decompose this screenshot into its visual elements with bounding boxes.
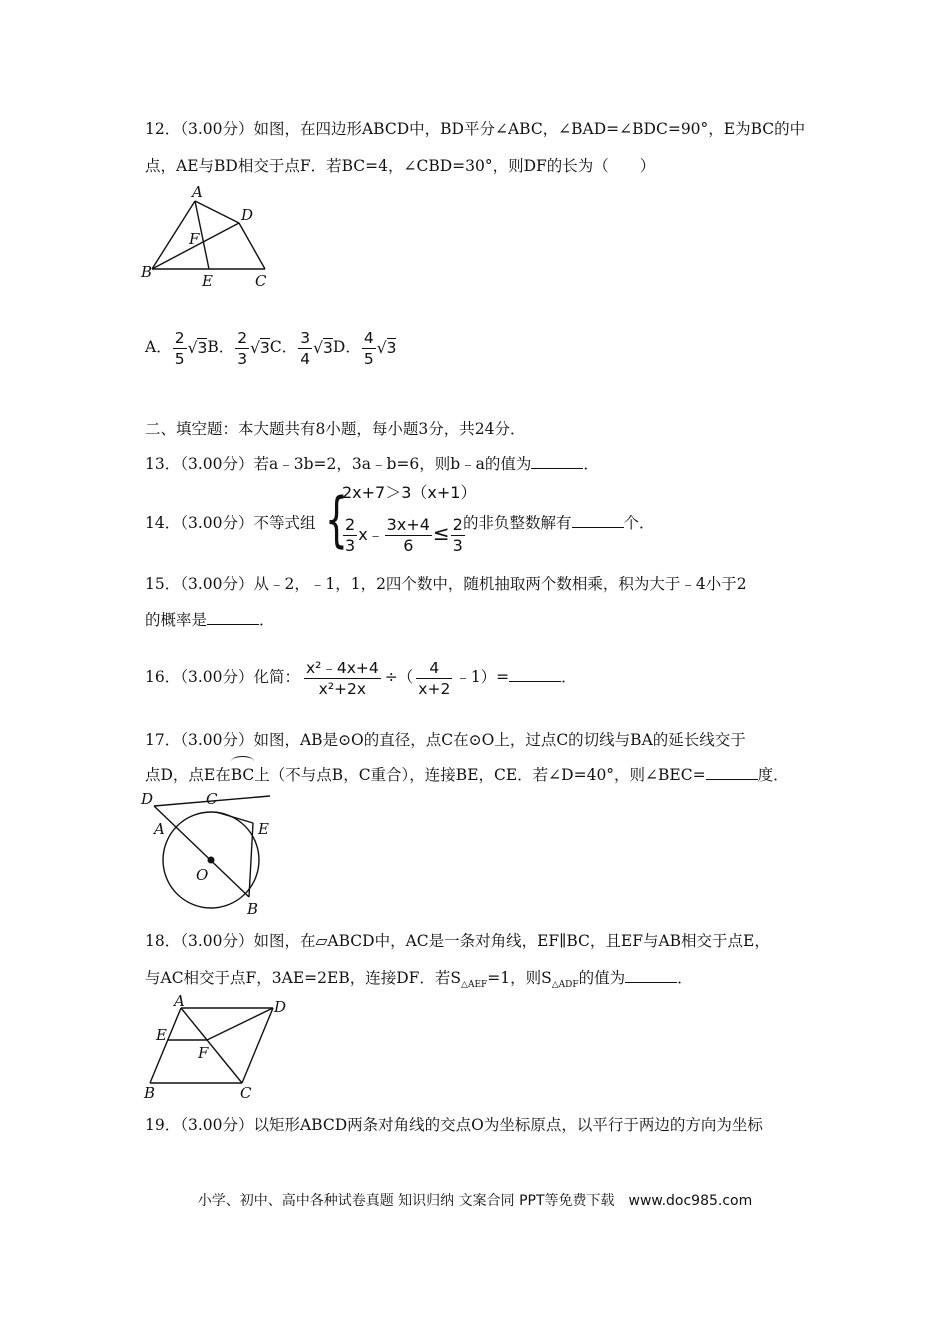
q14-prefix: 14．（3.00分）不等式组 — [145, 514, 316, 532]
q12-label-d: D — [241, 206, 254, 224]
q18-label-f: F — [198, 1044, 209, 1062]
page-footer: 小学、初中、高中各种试卷真题 知识归纳 文案合同 PPT等免费下载 www.doc985.com — [197, 1193, 753, 1209]
q18-line2: 与AC相交于点F，3AE=2EB，连接DF．若$S_{\triangle AEF}=1$，则$S_{\triangle ADF}$的值为 ． — [145, 969, 693, 991]
q12-options — [145, 325, 396, 370]
q18-line1: 18．（3.00分）如图，在▱ABCD中，AC是一条对角线，EF∥BC，且EF与AB相交于点E， — [145, 932, 770, 950]
q14-inequality-2: $\frac{2}{3}$ x﹣ $\frac{3x+4}{6}$ ≤ $\frac{2}{3}$ — [345, 515, 463, 555]
option-c-label: C． — [269, 338, 298, 356]
answer-blank — [531, 454, 583, 469]
option-d-sqrt: √3 — [376, 339, 397, 357]
q17-label-d: D — [141, 790, 154, 808]
option-d-label: D． — [332, 338, 361, 356]
option-c-sqrt: √3 — [313, 339, 333, 357]
q17-line2: 点D，点E在 BC上（不与点B，C重合），连接BE，CE．若∠D=40°，则∠BEC= 度． — [145, 764, 789, 786]
q12-label-c: C — [255, 272, 267, 290]
option-b-fraction: $\frac{2}{3}$ — [237, 328, 248, 368]
q19-line1: 19．（3.00分）以矩形ABCD两条对角线的交点O为坐标原点，以平行于两边的方向为坐标 — [145, 1116, 763, 1134]
q18-label-d: D — [274, 998, 287, 1016]
q12-line1: 12．（3.00分）如图，在四边形ABCD中，BD平分∠ABC，∠BAD=∠BDC=90°，E为BC的中 — [145, 120, 806, 138]
arc-bc: BC — [231, 764, 255, 786]
q17-label-b: B — [247, 900, 259, 918]
q12-label-b: B — [141, 263, 153, 281]
q12-label-e: E — [202, 272, 213, 290]
q12-line2: 点，AE与BD相交于点F．若BC=4，∠CBD=30°，则DF的长为（ ） — [145, 157, 656, 175]
option-d-fraction: $\frac{4}{5}$ — [363, 328, 374, 368]
q17-label-c: C — [206, 790, 218, 808]
answer-blank — [625, 968, 677, 983]
option-a-sqrt: √3 — [187, 339, 208, 357]
q16: 16．（3.00分）化简： $\frac{\text{x²﹣4x+4}}{\text{x²+2x}}$ ÷（ $\frac{4}{x+2}$ ﹣1）= ． — [145, 658, 577, 698]
q17-figure — [138, 790, 278, 918]
q18-label-c: C — [240, 1084, 252, 1100]
q14-inequality-1: 2x+7＞3（x+1） — [342, 483, 477, 502]
q12-label-a: A — [192, 185, 203, 201]
answer-blank — [706, 765, 758, 780]
q17-line1: 17．（3.00分）如图，AB是⊙O的直径，点C在⊙O上，过点C的切线与BA的延长线交于 — [145, 731, 746, 749]
q12-label-f: F — [189, 230, 200, 248]
answer-blank — [572, 513, 624, 528]
option-a-fraction: $\frac{2}{5}$ — [174, 328, 185, 368]
q18-label-e: E — [156, 1026, 167, 1044]
option-b-sqrt: √3 — [250, 339, 270, 357]
answer-blank — [509, 667, 561, 682]
q17-label-e: E — [258, 820, 269, 838]
q14-suffix: 的非负整数解有 个． — [463, 514, 655, 532]
option-a-label: A． — [145, 338, 172, 356]
q15-line1: 15．（3.00分）从﹣2，﹣1，1，2四个数中，随机抽取两个数相乘，积为大于﹣4小于2 — [145, 575, 747, 593]
q17-label-o: O — [196, 866, 209, 884]
q14-brace: { — [325, 485, 348, 555]
q18-label-a: A — [174, 995, 185, 1010]
q17-label-a: A — [154, 820, 165, 838]
q15-line2: 的概率是 ． — [145, 611, 275, 629]
option-c-fraction: $\frac{3}{4}$ — [300, 328, 311, 368]
q18-label-b: B — [144, 1084, 156, 1100]
answer-blank — [207, 610, 259, 625]
q13: 13．（3.00分）若a﹣3b=2，3a﹣b=6，则b﹣a的值为 ． — [145, 455, 599, 473]
q12-figure — [138, 185, 278, 295]
section-heading: 二、填空题：本大题共有8小题，每小题3分，共24分． — [145, 420, 526, 438]
option-b-label: B． — [207, 338, 235, 356]
q18-figure — [138, 995, 298, 1100]
